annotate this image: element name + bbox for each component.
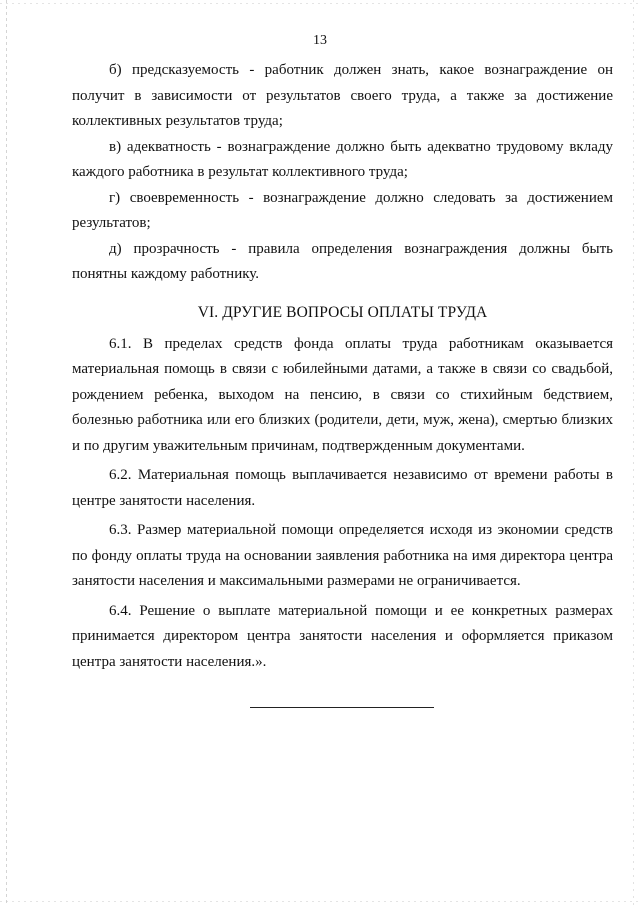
scan-edge-right <box>633 0 634 905</box>
paragraph-timeliness: г) своевременность - вознаграждение должно следовать за достижением результатов; <box>72 189 613 231</box>
paragraph-transparency: д) прозрачность - правила определения вознаграждения должны быть понятны каждому работнику. <box>72 240 613 282</box>
paragraph-adequacy: в) адекватность - вознаграждение должно быть адекватно трудовому вкладу каждого работника в результат коллективного труда; <box>72 138 613 180</box>
scan-edge-left <box>6 0 7 905</box>
end-of-document-rule <box>250 707 434 708</box>
scan-edge-bottom <box>0 901 640 902</box>
paragraph-predictability: б) предсказуемость - работник должен знать, какое вознаграждение он получит в зависимости от результатов своего труда, а также за достижение коллективных результатов труда; <box>72 62 613 129</box>
document-body <box>72 58 613 675</box>
section-title: VI. ДРУГИЕ ВОПРОСЫ ОПЛАТЫ ТРУДА <box>197 303 488 321</box>
page-number: 13 <box>313 33 327 48</box>
paragraph-6-1: 6.1. В пределах средств фонда оплаты труда работникам оказывается материальная помощь в связи с юбилейными датами, а также в связи со свадьбой, рождением ребенка, выходом на пенсию, в связи со стихийным бедствием, болезнью работника или его близких (родители, дети, муж, жена), смертью близких и по другим уважительным причинам, подтвержденным документами. <box>72 335 613 454</box>
paragraph-6-2: 6.2. Материальная помощь выплачивается независимо от времени работы в центре занятости населения. <box>72 467 613 509</box>
paragraph-6-4: 6.4. Решение о выплате материальной помощи и ее конкретных размерах принимается директором центра занятости населения и оформляется приказом центра занятости населения.». <box>72 602 613 670</box>
scan-edge-top <box>0 3 640 4</box>
paragraph-6-3: 6.3. Размер материальной помощи определяется исходя из экономии средств по фонду оплаты труда на основании заявления работника на имя директора центра занятости населения и максимальными размерами не ограничивается. <box>72 522 613 589</box>
